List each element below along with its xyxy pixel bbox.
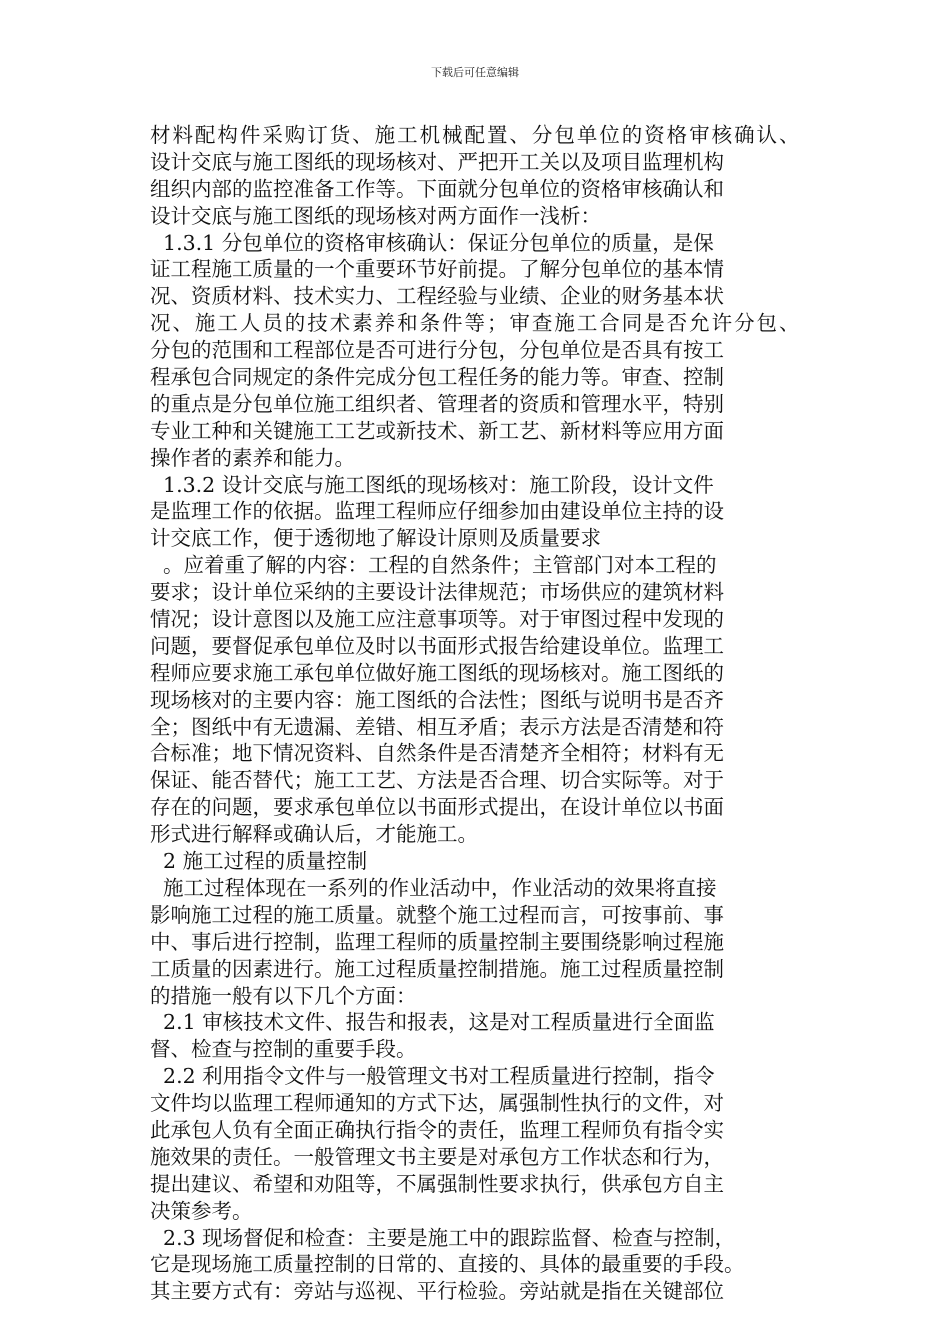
text-line: 2.1 审核技术文件、报告和报表，这是对工程质量进行全面监 — [150, 1010, 715, 1035]
text-line: 文件均以监理工程师通知的方式下达，属强制性执行的文件，对 — [150, 1091, 724, 1116]
document-body — [150, 122, 800, 1305]
text-line: 其主要方式有：旁站与巡视、平行检验。旁站就是指在关键部位 — [150, 1279, 724, 1304]
text-line: 影响施工过程的施工质量。就整个施工过程而言，可按事前、事 — [150, 902, 724, 927]
text-line: 要求；设计单位采纳的主要设计法律规范；市场供应的建筑材料 — [150, 580, 724, 605]
text-line: 2 施工过程的质量控制 — [150, 849, 368, 874]
text-line: 现场核对的主要内容：施工图纸的合法性；图纸与说明书是否齐 — [150, 687, 724, 712]
text-line: 问题，要督促承包单位及时以书面形式报告给建设单位。监理工 — [150, 633, 724, 658]
text-line: 全；图纸中有无遗漏、差错、相互矛盾；表示方法是否清楚和符 — [150, 714, 724, 739]
text-line: 保证、能否替代；施工工艺、方法是否合理、切合实际等。对于 — [150, 768, 724, 793]
text-line: 证工程施工质量的一个重要环节好前提。了解分包单位的基本情 — [150, 257, 724, 282]
text-line: 操作者的素养和能力。 — [150, 445, 355, 470]
text-line: 形式进行解释或确认后，才能施工。 — [150, 822, 478, 847]
text-line: 况、施工人员的技术素养和条件等；审查施工合同是否允许分包、 — [150, 311, 802, 336]
text-line: 的措施一般有以下几个方面： — [150, 983, 417, 1008]
text-line: 情况；设计意图以及施工应注意事项等。对于审图过程中发现的 — [150, 607, 724, 632]
text-line: 决策参考。 — [150, 1198, 253, 1223]
text-line: 组织内部的监控准备工作等。下面就分包单位的资格审核确认和 — [150, 176, 724, 201]
text-line: 设计交底与施工图纸的现场核对两方面作一浅析： — [150, 203, 601, 228]
text-line: 的重点是分包单位施工组织者、管理者的资质和管理水平，特别 — [150, 391, 724, 416]
text-line: 中、事后进行控制，监理工程师的质量控制主要围绕影响过程施 — [150, 929, 724, 954]
text-line: 分包的范围和工程部位是否可进行分包，分包单位是否具有按工 — [150, 338, 724, 363]
text-line: 施效果的责任。一般管理文书主要是对承包方工作状态和行为， — [150, 1144, 724, 1169]
text-line: 。应着重了解的内容：工程的自然条件；主管部门对本工程的 — [150, 553, 717, 578]
text-line: 督、检查与控制的重要手段。 — [150, 1037, 417, 1062]
text-line: 合标准；地下情况资料、自然条件是否清楚齐全相符；材料有无 — [150, 741, 724, 766]
text-line: 提出建议、希望和劝阻等，不属强制性要求执行，供承包方自主 — [150, 1171, 724, 1196]
text-line: 设计交底与施工图纸的现场核对、严把开工关以及项目监理机构 — [150, 149, 724, 174]
text-line: 2.3 现场督促和检查：主要是施工中的跟踪监督、检查与控制， — [150, 1225, 736, 1250]
text-line: 程承包合同规定的条件完成分包工程任务的能力等。审查、控制 — [150, 365, 724, 390]
text-line: 1.3.1 分包单位的资格审核确认：保证分包单位的质量，是保 — [150, 230, 714, 255]
text-line: 1.3.2 设计交底与施工图纸的现场核对：施工阶段，设计文件 — [150, 472, 714, 497]
text-line: 专业工种和关键施工工艺或新技术、新工艺、新材料等应用方面 — [150, 418, 724, 443]
text-line: 此承包人负有全面正确执行指令的责任，监理工程师负有指令实 — [150, 1117, 724, 1142]
text-line: 况、资质材料、技术实力、工程经验与业绩、企业的财务基本状 — [150, 284, 724, 309]
text-line: 2.2 利用指令文件与一般管理文书对工程质量进行控制，指令 — [150, 1064, 715, 1089]
text-line: 工质量的因素进行。施工过程质量控制措施。施工过程质量控制 — [150, 956, 724, 981]
text-line: 材料配构件采购订货、施工机械配置、分包单位的资格审核确认、 — [150, 123, 802, 147]
text-line: 程师应要求施工承包单位做好施工图纸的现场核对。施工图纸的 — [150, 660, 724, 685]
text-line: 存在的问题，要求承包单位以书面形式提出，在设计单位以书面 — [150, 795, 724, 820]
text-line: 是监理工作的依据。监理工程师应仔细参加由建设单位主持的设 — [150, 499, 724, 524]
page-header: 下载后可任意编辑 — [431, 66, 519, 79]
text-line: 计交底工作，便于透彻地了解设计原则及质量要求 — [150, 526, 601, 551]
text-line: 它是现场施工质量控制的日常的、直接的、具体的最重要的手段。 — [150, 1252, 745, 1277]
text-line: 施工过程体现在一系列的作业活动中，作业活动的效果将直接 — [150, 875, 717, 900]
